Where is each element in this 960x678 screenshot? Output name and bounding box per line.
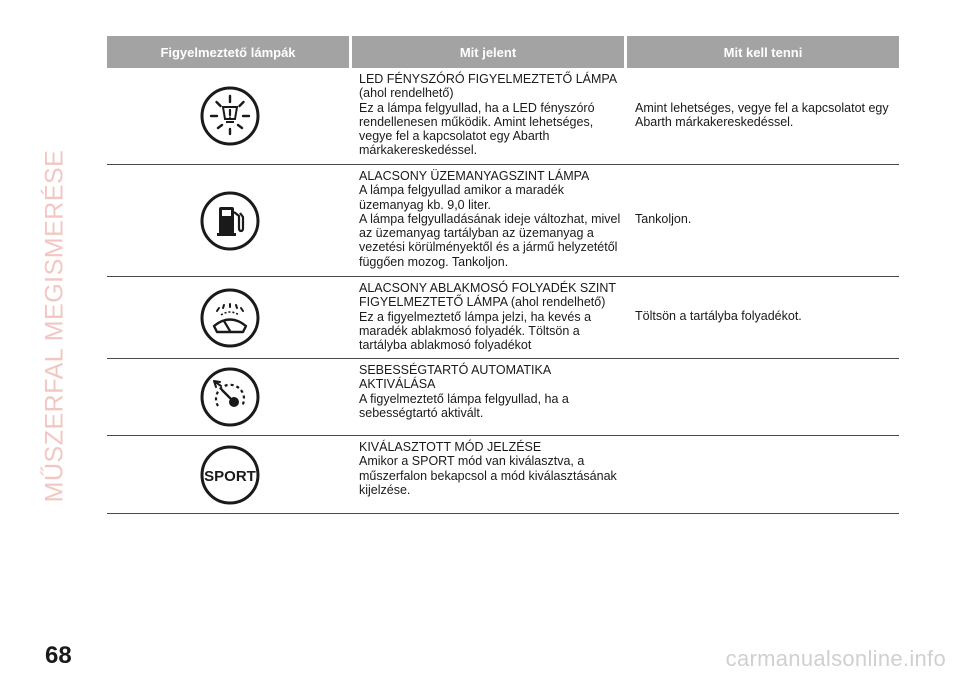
meaning-line: FIGYELMEZTETŐ LÁMPA (ahol rendelhető) (359, 295, 606, 310)
action-cell (627, 277, 899, 358)
meaning-line: ALACSONY ÜZEMANYAGSZINT LÁMPA (359, 169, 590, 183)
meaning-line: márkakereskedéssel. (359, 143, 478, 158)
meaning-line: üzemanyag kb. 9,0 liter. (359, 197, 492, 212)
table-row (107, 277, 899, 359)
icon-cell (107, 68, 352, 164)
page-number: 68 (45, 642, 72, 669)
meaning-cell (352, 277, 627, 358)
meaning-cell (352, 436, 627, 513)
led-headlight-warning-icon (199, 85, 261, 147)
meaning-cell (352, 359, 627, 435)
meaning-line: kijelzése. (359, 482, 411, 497)
icon-cell (107, 436, 352, 513)
fuel-pump-icon (199, 190, 261, 252)
meaning-line: tartályba ablakmosó folyadékot (359, 338, 532, 353)
action-cell (627, 359, 899, 435)
side-section-title: MŰSZERFAL MEGISMERÉSE (40, 149, 69, 503)
meaning-line: A lámpa felgyulladásának ideje változhat, mivel (359, 211, 621, 226)
action-line: Töltsön a tartályba folyadékot. (635, 309, 802, 324)
meaning-line: AKTIVÁLÁSA (359, 377, 436, 392)
action-line: Abarth márkakereskedéssel. (635, 115, 794, 129)
icon-cell (107, 359, 352, 435)
sport-icon-label: SPORT (203, 467, 256, 485)
meaning-line: függően mozog. Tankoljon. (359, 254, 509, 269)
action-line: Amint lehetséges, vegye fel a kapcsolatot egy (635, 100, 889, 115)
table-row (107, 165, 899, 277)
meaning-line: LED FÉNYSZÓRÓ FIGYELMEZTETŐ LÁMPA (359, 72, 618, 86)
cruise-control-icon (199, 366, 261, 428)
meaning-cell (352, 165, 627, 276)
action-cell (627, 68, 899, 164)
action-cell (627, 436, 899, 513)
meaning-line: sebességtartó aktivált. (359, 405, 484, 420)
watermark: carmanualsonline.info (725, 646, 946, 671)
warning-lights-table (107, 36, 899, 514)
table-row (107, 436, 899, 514)
meaning-line: vegye fel a kapcsolatot egy Abarth (359, 129, 550, 144)
meaning-line: SEBESSÉGTARTÓ AUTOMATIKA (359, 363, 552, 377)
meaning-line: az üzemanyag tartályban az üzemanyag a (359, 226, 594, 241)
meaning-line: műszerfalon bekapcsol a mód kiválasztásának (359, 468, 617, 483)
table-row (107, 68, 899, 165)
icon-cell (107, 277, 352, 358)
header-action: Mit kell tenni (627, 36, 899, 68)
meaning-line: (ahol rendelhető) (359, 86, 454, 101)
header-warning-lights: Figyelmeztető lámpák (107, 36, 349, 68)
meaning-cell (352, 68, 627, 164)
meaning-line: A figyelmeztető lámpa felgyullad, ha a (359, 391, 569, 406)
meaning-line: Amikor a SPORT mód van kiválasztva, a (359, 454, 585, 469)
meaning-line: vezetési körülményektől és a jármű helyzetétől (359, 240, 618, 255)
icon-cell (107, 165, 352, 276)
action-cell (627, 165, 899, 276)
sport-mode-icon (199, 444, 261, 506)
meaning-line: KIVÁLASZTOTT MÓD JELZÉSE (359, 440, 542, 454)
action-line: Tankoljon. (635, 212, 692, 227)
washer-fluid-icon (199, 287, 261, 349)
meaning-line: ALACSONY ABLAKMOSÓ FOLYADÉK SZINT (359, 281, 617, 295)
table-header (107, 36, 899, 68)
meaning-line: rendellenesen működik. Amint lehetséges, (359, 114, 594, 129)
table-row (107, 359, 899, 436)
meaning-line: Ez a lámpa felgyullad, ha a LED fényszóró (359, 100, 595, 115)
meaning-line: Ez a figyelmeztető lámpa jelzi, ha kevés a (359, 309, 592, 324)
meaning-line: maradék ablakmosó folyadék. Töltsön a (359, 323, 580, 338)
meaning-line: A lámpa felgyullad amikor a maradék (359, 183, 564, 198)
header-meaning: Mit jelent (352, 36, 624, 68)
